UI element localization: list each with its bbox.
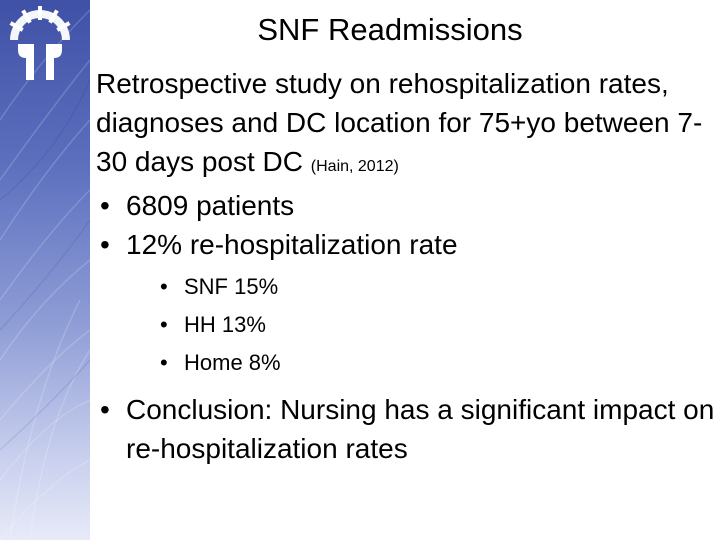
- sidebar-decoration: [0, 0, 90, 540]
- bullet-dot: •: [100, 190, 110, 221]
- bullet-item: [96, 390, 716, 468]
- bullet-text: 12% re-hospitalization rate: [126, 229, 458, 260]
- citation: (Hain, 2012): [310, 158, 399, 175]
- bullet-item: [96, 225, 716, 382]
- bullet-list: [96, 186, 716, 468]
- sub-bullet-text: SNF 15%: [184, 274, 279, 299]
- slide-title: SNF Readmissions: [257, 12, 523, 47]
- bullet-item: [96, 186, 716, 225]
- bullet-dot: •: [160, 274, 168, 299]
- bullet-dot: •: [100, 394, 110, 425]
- bullet-dot: •: [100, 229, 110, 260]
- conclusion-text: Conclusion: Nursing has a significant impact on re-hospitalization rates: [126, 394, 715, 464]
- bullet-dot: •: [160, 312, 168, 337]
- bullet-dot: •: [160, 350, 168, 375]
- sub-bullet-item: [126, 306, 716, 344]
- sub-bullet-item: [126, 268, 716, 306]
- sunburst-logo-icon: [4, 4, 76, 88]
- intro-text: Retrospective study on rehospitalization rates, diagnoses and DC location for 75+yo between 7-30 days post DC: [96, 68, 703, 177]
- sub-bullet-text: HH 13%: [184, 312, 266, 337]
- sub-bullet-text: Home 8%: [184, 350, 281, 375]
- slide-body: [96, 64, 716, 468]
- sub-bullet-item: [126, 344, 716, 382]
- bullet-text: 6809 patients: [126, 190, 295, 221]
- intro-paragraph: [96, 64, 716, 186]
- sub-bullet-list: [126, 268, 716, 382]
